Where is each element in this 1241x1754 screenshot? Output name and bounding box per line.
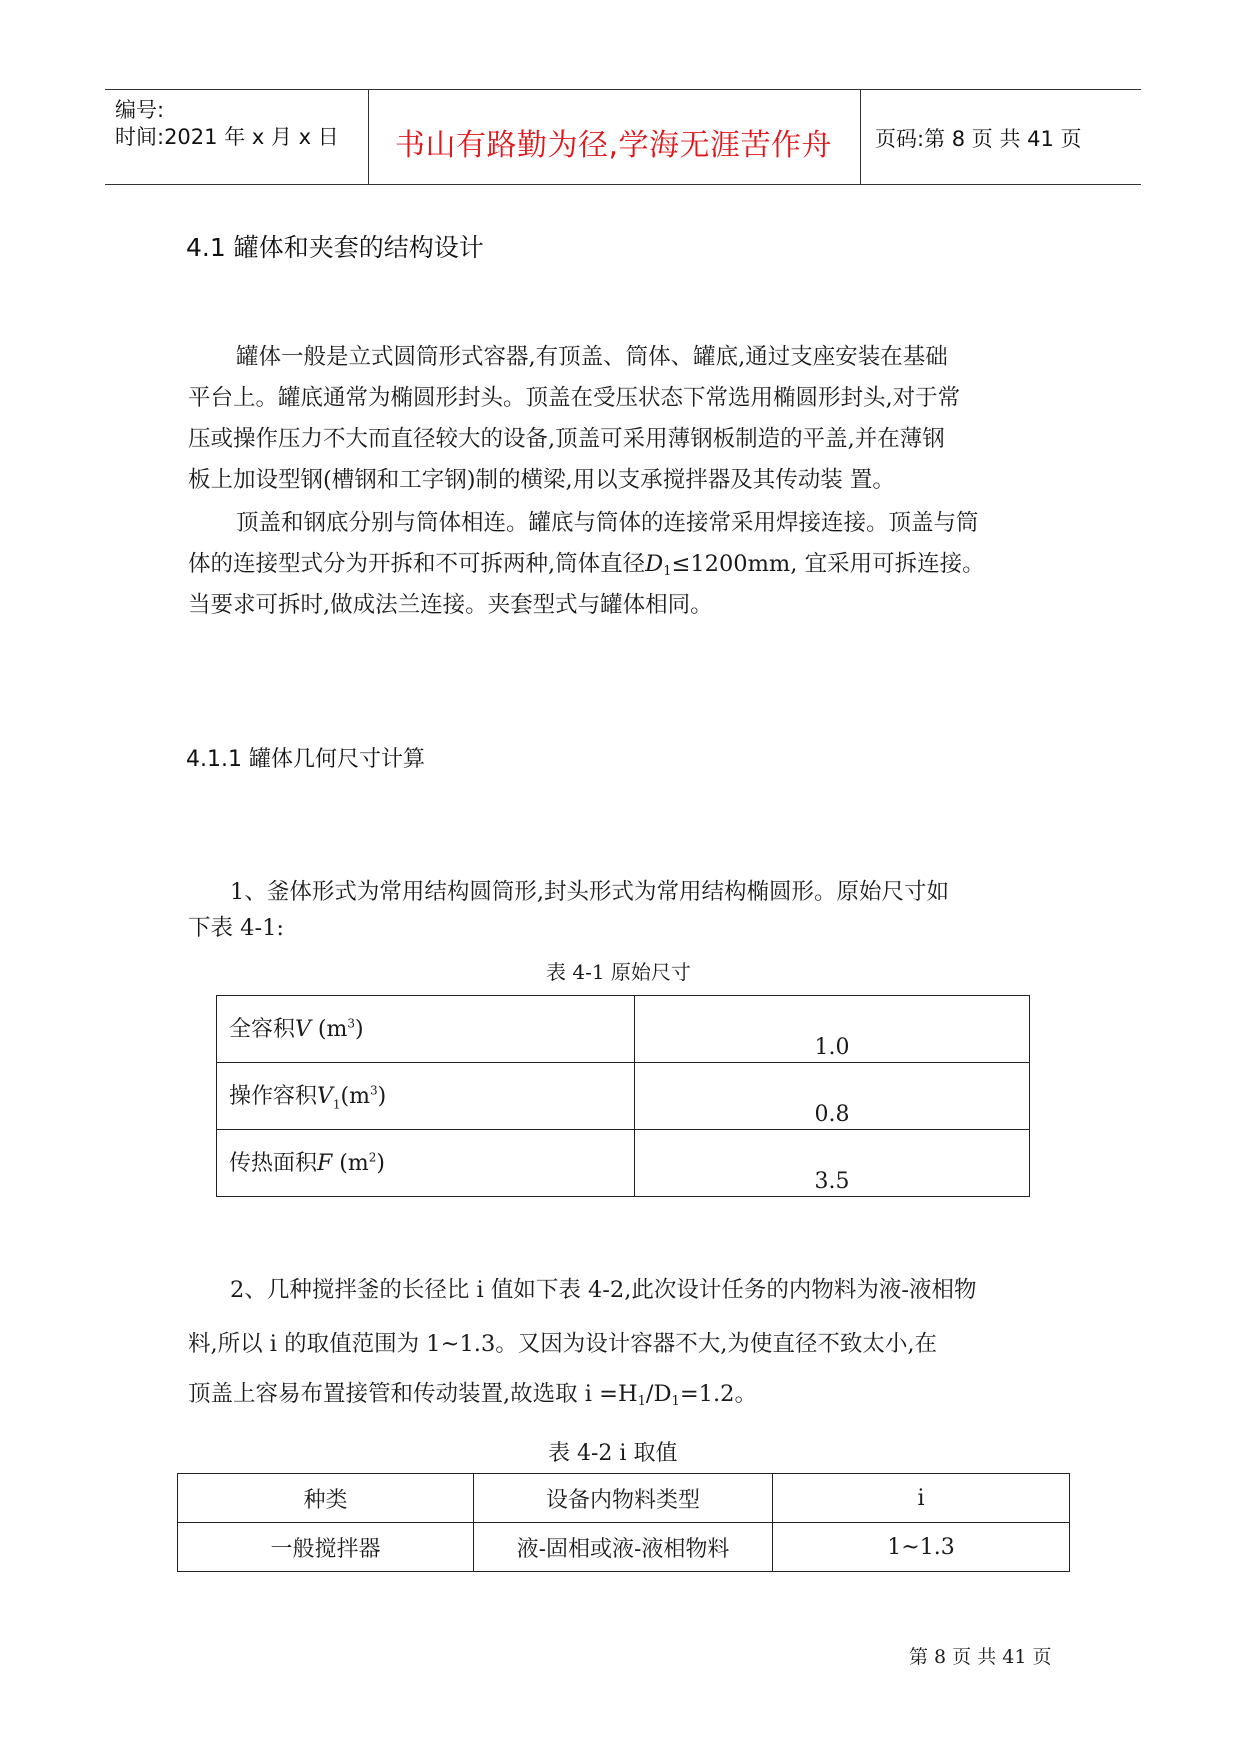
paragraph-line: 压或操作压力不大而直径较大的设备,顶盖可采用薄钢板制造的平盖,并在薄钢 [188,426,945,452]
math-subscript: 1 [671,1394,680,1409]
table-cell: 0.8 [635,1063,1030,1130]
table-row [217,996,1030,1063]
table-caption: 表 4-1 原始尺寸 [546,960,691,984]
unit-text: ) [354,1017,364,1042]
original-dimensions-table [216,995,1030,1197]
subsection-heading: 4.1.1 罐体几何尺寸计算 [186,747,425,772]
table-cell: 液-固相或液-液相物料 [474,1523,773,1572]
page-header [105,89,1141,185]
text-fragment: /D [645,1381,672,1407]
paragraph-line: 板上加设型钢(槽钢和工字钢)制的横梁,用以支承搅拌器及其传动装 置。 [188,467,895,493]
table-row [178,1523,1070,1572]
table-header-cell: i [773,1474,1070,1523]
document-number-label: 编号: [115,98,165,122]
cell-label: 操作容积 [229,1084,318,1109]
table-cell: 1~1.3 [773,1523,1070,1572]
cell-label: 传热面积 [229,1151,318,1176]
paragraph-line: 2、几种搅拌釜的长径比 i 值如下表 4-2,此次设计任务的内物料为液-液相物 [230,1277,977,1303]
table-cell: 3.5 [635,1130,1030,1197]
unit-text: ) [376,1151,385,1176]
math-subscript: 1 [637,1394,646,1409]
table-header-row [178,1474,1070,1523]
unit-exponent: 3 [347,1016,355,1031]
unit-text: (m [332,1151,369,1176]
text-fragment: 体的连接型式分为开拆和不可拆两种,筒体直径 [188,551,646,577]
unit-text: (m [340,1084,370,1109]
math-variable: V [295,1017,311,1042]
paragraph-line: 平台上。罐底通常为椭圆形封头。顶盖在受压状态下常选用椭圆形封头,对于常 [188,385,961,411]
table-caption: 表 4-2 i 取值 [548,1441,678,1466]
paragraph-line: 罐体一般是立式圆筒形式容器,有顶盖、筒体、罐底,通过支座安装在基础 [236,344,948,370]
unit-exponent: 2 [368,1150,377,1165]
table-header-cell: 设备内物料类型 [474,1474,773,1523]
section-heading: 4.1 罐体和夹套的结构设计 [186,233,484,262]
header-divider [860,90,861,184]
i-value-table [177,1473,1070,1572]
math-variable: V [317,1084,333,1109]
table-cell: 一般搅拌器 [178,1523,474,1572]
paragraph-line: 1、釜体形式为常用结构圆筒形,封头形式为常用结构椭圆形。原始尺寸如 [230,879,949,905]
unit-text: (m [310,1017,348,1042]
header-divider [368,90,369,184]
table-row [217,1063,1030,1130]
header-motto: 书山有路勤为径,学海无涯苦作舟 [395,128,833,163]
table-header-cell: 种类 [178,1474,474,1523]
table-row [217,1130,1030,1197]
math-subscript: 1 [663,564,672,579]
table-cell: 1.0 [635,996,1030,1063]
unit-text: ) [377,1084,387,1109]
math-variable: D [645,551,664,577]
page-footer: 第 8 页 共 41 页 [909,1646,1052,1668]
paragraph-line: 下表 4-1: [188,915,284,941]
paragraph-line: 料,所以 i 的取值范围为 1~1.3。又因为设计容器不大,为使直径不致太小,在 [188,1331,938,1357]
math-subscript: 1 [332,1097,341,1112]
paragraph-line [188,549,985,579]
paragraph-line [188,1379,757,1409]
unit-exponent: 3 [370,1083,378,1098]
document-time-label: 时间:2021 年 x 月 x 日 [115,125,339,149]
cell-label: 全容积 [229,1017,296,1042]
text-fragment: 顶盖上容易布置接管和传动装置,故选取 i =H [188,1381,638,1407]
paragraph-line: 顶盖和钢底分别与筒体相连。罐底与筒体的连接常采用焊接连接。顶盖与筒 [236,510,979,536]
text-fragment: =1.2。 [679,1381,757,1407]
paragraph-line: 当要求可拆时,做成法兰连接。夹套型式与罐体相同。 [188,592,713,618]
table-cell [217,1130,635,1197]
header-page-number: 页码:第 8 页 共 41 页 [875,127,1082,151]
table-cell [217,1063,635,1130]
table-cell [217,996,635,1063]
text-fragment: ≤1200mm, 宜采用可拆连接。 [671,551,985,577]
math-variable: F [317,1151,333,1176]
